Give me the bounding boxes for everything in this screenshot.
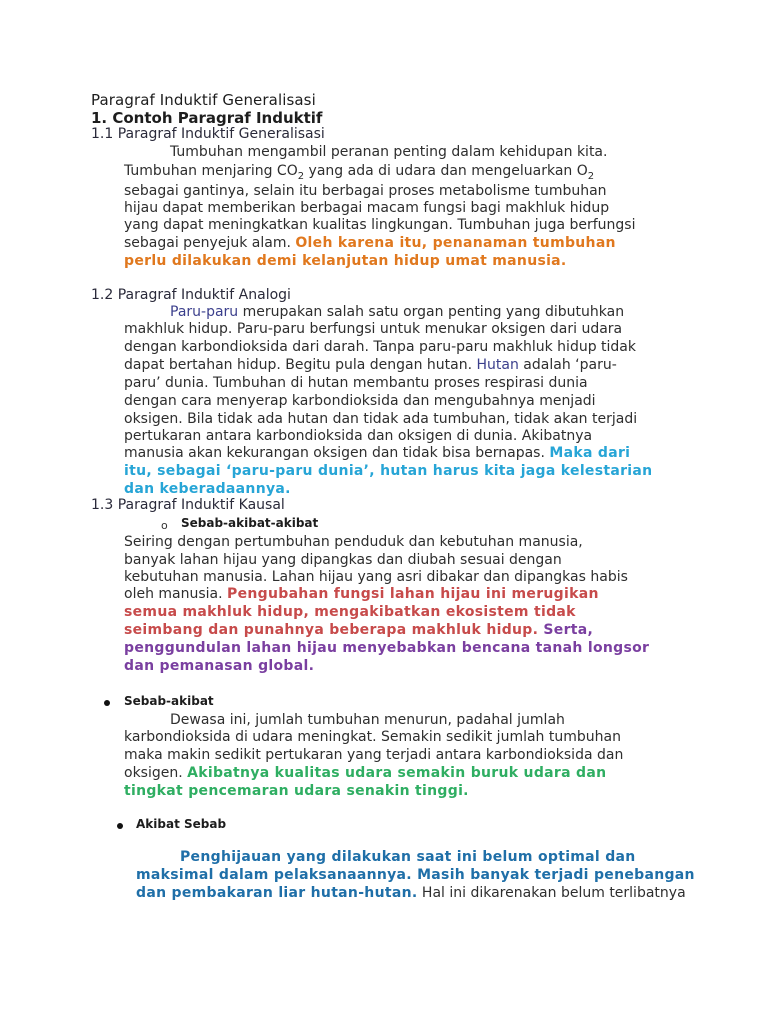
paragraph-line: oleh manusia. Pengubahan fungsi lahan hijau ini merugikan	[124, 586, 599, 602]
paragraph-line: maka makin sedikit pertukaran yang terjadi antara karbondioksida dan	[124, 747, 624, 763]
bullet-dot-icon	[117, 823, 123, 829]
paragraph-line: oksigen. Bila tidak ada hutan dan tidak ada tumbuhan, tidak akan terjadi	[124, 411, 638, 427]
paragraph-line: kebutuhan manusia. Lahan hijau yang asri dibakar dan dipangkas habis	[124, 569, 628, 585]
paragraph-line: Tumbuhan menjaring $CO_2$ yang ada di udara dan mengeluarkan $O_2$	[124, 163, 595, 182]
effect-text: Pengubahan fungsi lahan hijau ini merugikan	[227, 586, 599, 602]
effect-text: penggundulan lahan hijau menyebabkan bencana tanah longsor	[124, 640, 650, 656]
paragraph-line: hijau dapat memberikan berbagai macam fungsi bagi makhluk hidup	[124, 200, 610, 216]
paragraph-line: dapat bertahan hidup. Begitu pula dengan hutan. Hutan adalah ‘paru-	[124, 357, 617, 373]
paragraph-line: dan pembakaran liar hutan-hutan. Hal ini dikarenakan belum terlibatnya	[136, 885, 686, 901]
highlight-term: Hutan	[476, 357, 519, 373]
bullet-dot-icon	[104, 700, 110, 706]
section-heading: 1. Contoh Paragraf Induktif	[91, 109, 323, 127]
effect-text: dan pemanasan global.	[124, 658, 315, 674]
paragraph-line: oksigen. Akibatnya kualitas udara semakin buruk udara dan	[124, 765, 607, 781]
conclusion-text: perlu dilakukan demi kelanjutan hidup umat manusia.	[124, 253, 567, 269]
cause-text: Penghijauan yang dilakukan saat ini belum optimal dan	[180, 849, 636, 865]
conclusion-text: itu, sebagai ‘paru-paru dunia’, hutan harus kita jaga kelestarian	[124, 463, 653, 479]
paragraph-line: yang dapat meningkatkan kualitas lingkungan. Tumbuhan juga berfungsi	[124, 217, 636, 233]
subheading-akibat-sebab: Akibat Sebab	[136, 817, 227, 831]
document-title: Paragraf Induktif Generalisasi	[91, 91, 316, 109]
effect-text: Akibatnya kualitas udara semakin buruk udara dan	[187, 765, 607, 781]
highlight-term: Paru-paru	[170, 304, 239, 320]
paragraph-line: Seiring dengan pertumbuhan penduduk dan kebutuhan manusia,	[124, 534, 583, 550]
paragraph-line: karbondioksida di udara meningkat. Semakin sedikit jumlah tumbuhan	[124, 729, 621, 745]
conclusion-text: Maka dari	[549, 445, 631, 461]
cause-text: maksimal dalam pelaksanaannya. Masih banyak terjadi penebangan	[136, 867, 695, 883]
effect-text: Serta,	[543, 622, 594, 638]
paragraph-line: sebagai gantinya, selain itu berbagai proses metabolisme tumbuhan	[124, 183, 607, 199]
cause-text: dan pembakaran liar hutan-hutan.	[136, 885, 418, 901]
effect-text: semua makhluk hidup, mengakibatkan ekosistem tidak	[124, 604, 576, 620]
subsection-heading-kausal: 1.3 Paragraf Induktif Kausal	[91, 497, 285, 513]
conclusion-text: dan keberadaannya.	[124, 481, 291, 497]
paragraph-line: paru’ dunia. Tumbuhan di hutan membantu proses respirasi dunia	[124, 375, 588, 391]
subsection-heading-generalisasi: 1.1 Paragraf Induktif Generalisasi	[91, 126, 325, 142]
paragraph-line	[124, 621, 593, 639]
paragraph-line: manusia akan kekurangan oksigen dan tidak bisa bernapas. Maka dari	[124, 445, 631, 461]
conclusion-text: Oleh karena itu, penanaman tumbuhan	[295, 235, 616, 251]
paragraph-line: makhluk hidup. Paru-paru berfungsi untuk menukar oksigen dari udara	[124, 321, 623, 337]
subsection-heading-analogi: 1.2 Paragraf Induktif Analogi	[91, 287, 291, 303]
paragraph-line: Tumbuhan mengambil peranan penting dalam kehidupan kita.	[170, 144, 608, 160]
paragraph-line: dengan cara menyerap karbondioksida dan mengubahnya menjadi	[124, 393, 596, 409]
paragraph-line: sebagai penyejuk alam. Oleh karena itu, penanaman tumbuhan	[124, 235, 616, 251]
paragraph-line: Paru-paru merupakan salah satu organ penting yang dibutuhkan	[170, 304, 625, 320]
paragraph-line: Dewasa ini, jumlah tumbuhan menurun, padahal jumlah	[170, 712, 565, 728]
paragraph-line: pertukaran antara karbondioksida dan oksigen di dunia. Akibatnya	[124, 428, 593, 444]
effect-text: tingkat pencemaran udara senakin tinggi.	[124, 783, 469, 799]
subheading-sebab-akibat-akibat: Sebab-akibat-akibat	[181, 516, 319, 530]
paragraph-line: dengan karbondioksida dari darah. Tanpa paru-paru makhluk hidup tidak	[124, 339, 636, 355]
subheading-sebab-akibat: Sebab-akibat	[124, 694, 214, 708]
paragraph-line: banyak lahan hijau yang dipangkas dan diubah sesuai dengan	[124, 552, 562, 568]
bullet-circle-icon: o	[161, 519, 168, 532]
effect-text: seimbang dan punahnya beberapa makhluk hidup.	[124, 622, 544, 638]
